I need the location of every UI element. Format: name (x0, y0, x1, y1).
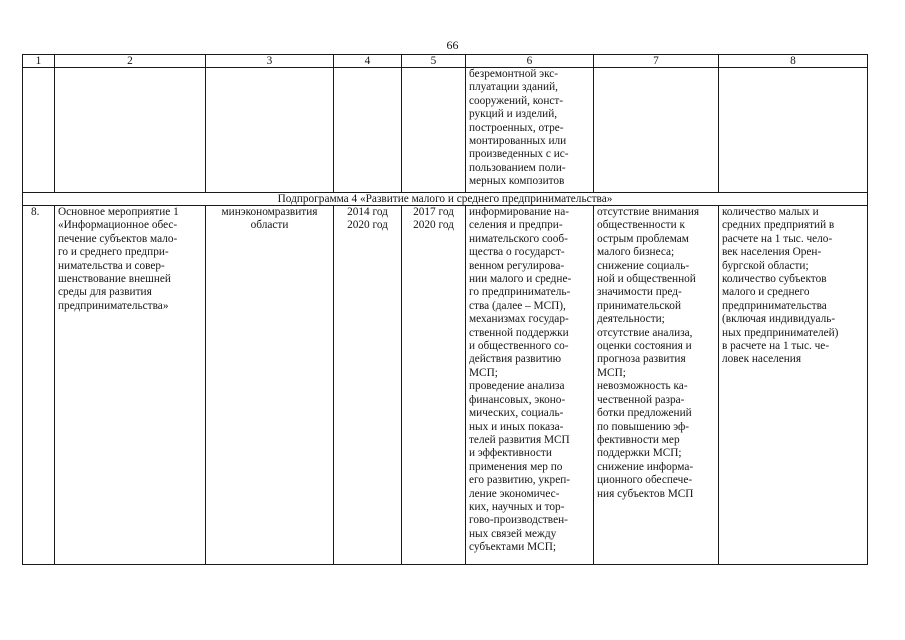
subprogram-title: Подпрограмма 4 «Развитие малого и среднего предпринимательства» (23, 193, 868, 206)
cont-cell-5 (402, 68, 466, 193)
column-header-3: 3 (206, 55, 334, 68)
cont-cell-7 (594, 68, 719, 193)
cont-cell-results: безремонтной экс- плуатации зданий, сооружений, конст- рукций и изделий, построенных, отре- монтированных или произведенных с ис- пользованием поли- мерных композитов (466, 68, 594, 193)
page-number: 66 (446, 38, 459, 52)
column-header-4: 4 (334, 55, 402, 68)
table-row (23, 206, 868, 565)
measures-table (22, 54, 868, 565)
column-number-row (23, 55, 868, 68)
column-header-6: 6 (466, 55, 594, 68)
column-header-1: 1 (23, 55, 55, 68)
end-date: 2017 год 2020 год (402, 206, 466, 565)
cont-cell-3 (206, 68, 334, 193)
row-number: 8. (23, 206, 55, 565)
cont-cell-4 (334, 68, 402, 193)
subprogram-row (23, 193, 868, 206)
continuation-row (23, 68, 868, 193)
column-header-2: 2 (55, 55, 206, 68)
column-header-7: 7 (594, 55, 719, 68)
cont-cell-2 (55, 68, 206, 193)
cont-cell-8 (719, 68, 868, 193)
column-header-5: 5 (402, 55, 466, 68)
start-date: 2014 год 2020 год (334, 206, 402, 565)
measure-name: Основное мероприятие 1 «Информационное обес- печение субъектов мало- го и среднего предпри- нимательства и совер- шенствование внешней среды для развития предпринимательства» (55, 206, 206, 565)
expected-results: информирование на- селения и предпри- нимательского сооб- щества о государст- венном регулирова- нии малого и средне- го предприниматель- ства (далее – МСП), механизмах государ- ственной поддержки и общественного со- действия развитию МСП; проведение анализа финансовых, эконо- мических, социаль- ных и иных показа- телей развития МСП и эффективности применения мер по его развитию, укреп- ление экономичес- ких, научных и тор- гово-производствен- ных связей между субъектами МСП; (466, 206, 594, 565)
cont-cell-1 (23, 68, 55, 193)
column-header-8: 8 (719, 55, 868, 68)
non-implementation-consequences: отсутствие внимания общественности к острым проблемам малого бизнеса; снижение социаль- ной и общественной значимости пред- принимательской деятельности; отсутствие анализа, оценки состояния и прогноза развития МСП; невозможность ка- чественной разра- ботки предложений по повышению эф- фективности мер поддержки МСП; снижение информа- ционного обеспече- ния субъектов МСП (594, 206, 719, 565)
executor: минэкономразвития области (206, 206, 334, 565)
related-indicators: количество малых и средних предприятий в расчете на 1 тыс. чело- век населения Орен- бургской области; количество субъектов малого и среднего предпринимательства (включая индивидуаль- ных предпринимателей) в расчете на 1 тыс. че- ловек населения (719, 206, 868, 565)
